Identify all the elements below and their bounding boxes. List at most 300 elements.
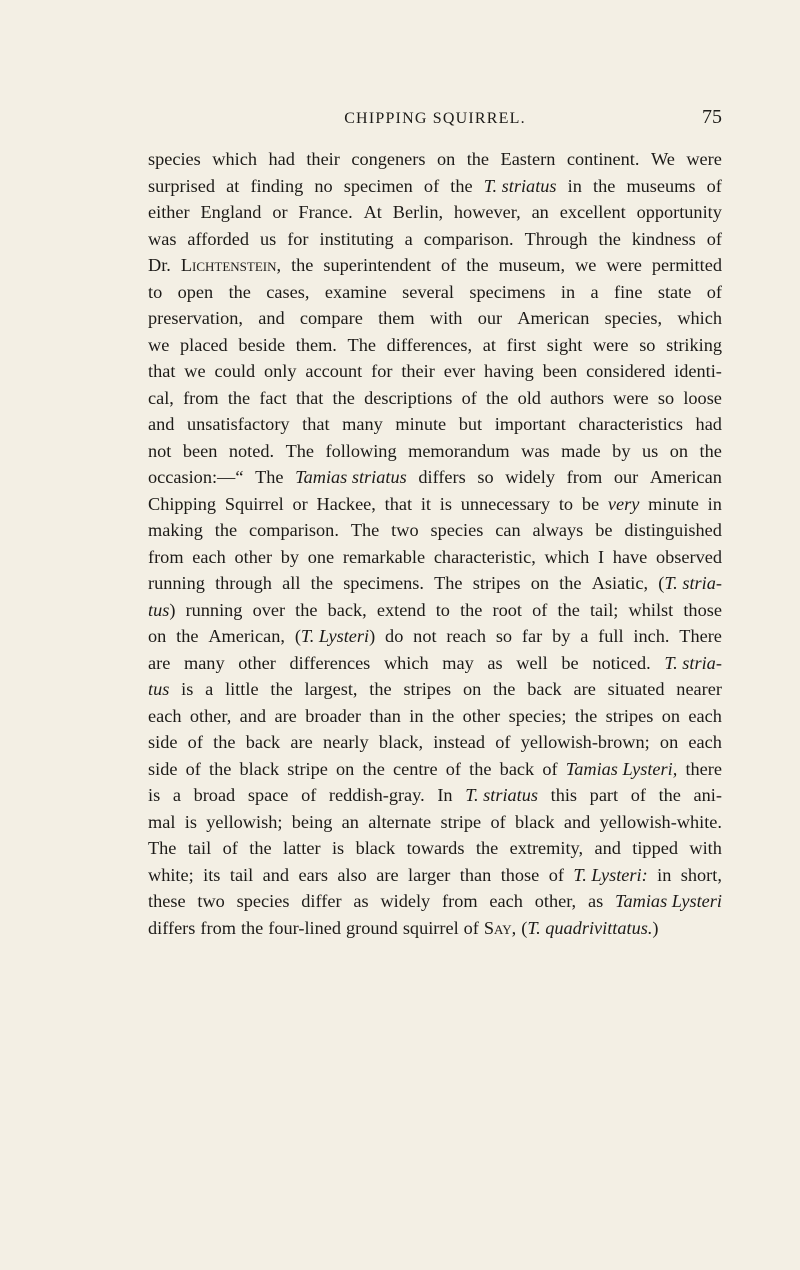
word-text: surprised <box>148 175 216 196</box>
word-text: reddish-gray. <box>328 785 425 805</box>
word <box>543 358 578 385</box>
word-text: of <box>630 785 646 805</box>
word <box>240 703 266 730</box>
word <box>521 729 650 756</box>
word <box>343 544 425 571</box>
word <box>393 756 438 783</box>
word <box>323 252 431 279</box>
word-text: each <box>688 732 722 752</box>
word-text: widely <box>380 891 431 911</box>
word-text: reach <box>446 626 486 646</box>
word <box>299 862 328 889</box>
word <box>586 358 665 385</box>
word-text: Berlin, <box>392 202 444 222</box>
word <box>590 782 618 809</box>
word-text: stripes <box>403 679 452 699</box>
word <box>465 782 538 809</box>
word <box>183 438 218 465</box>
word-text: is <box>148 785 161 805</box>
word <box>225 676 259 703</box>
word <box>351 517 379 544</box>
word <box>190 703 231 730</box>
word-text: either <box>148 202 190 222</box>
word-text: be <box>581 493 600 514</box>
word <box>575 252 596 279</box>
italic-word: T. striatus <box>465 785 538 805</box>
word <box>148 279 162 306</box>
word <box>575 703 597 730</box>
word-text: Through <box>524 228 588 249</box>
word <box>317 491 376 518</box>
word-text: well <box>516 652 548 673</box>
italic-word: T. Lysteri: <box>573 864 648 885</box>
italic-word: T. striatus <box>483 175 557 196</box>
word-text: and <box>239 705 267 726</box>
word <box>559 570 581 597</box>
word <box>658 570 722 597</box>
word <box>246 729 281 756</box>
word-text: ) <box>369 626 376 646</box>
word <box>594 835 620 862</box>
word <box>459 411 482 438</box>
word-text: only <box>264 361 297 381</box>
page-number: 75 <box>702 106 722 128</box>
word <box>148 199 190 226</box>
word-text: the <box>214 520 238 540</box>
word <box>343 570 424 597</box>
word <box>442 888 478 915</box>
word-text: following <box>325 440 397 461</box>
text-line <box>148 570 722 597</box>
text-line <box>148 173 722 200</box>
word-text: back <box>527 679 562 699</box>
word <box>484 173 557 200</box>
word <box>600 809 722 836</box>
word <box>184 650 225 677</box>
word-text: the <box>228 281 251 302</box>
word-text: so <box>657 387 675 408</box>
word-text: are <box>274 705 297 726</box>
word <box>291 252 313 279</box>
word <box>683 385 722 412</box>
word <box>632 226 696 253</box>
word <box>431 517 484 544</box>
word-text: were <box>606 255 642 275</box>
word <box>442 650 473 677</box>
word <box>403 915 459 942</box>
word-text: these <box>148 891 186 911</box>
word-text: with <box>689 838 722 858</box>
word-text: the <box>592 175 616 196</box>
word <box>281 544 299 571</box>
word-text: tail; <box>589 599 619 620</box>
word-text: the <box>466 255 489 275</box>
word <box>287 756 328 783</box>
word <box>532 597 547 624</box>
word <box>461 491 550 518</box>
word-text: our <box>477 308 503 328</box>
word <box>238 332 285 359</box>
word-text: account <box>305 361 363 381</box>
word-text: side <box>148 732 178 752</box>
word <box>545 544 590 571</box>
word <box>578 411 683 438</box>
word-text: placed <box>180 334 228 355</box>
word-text: The <box>148 838 177 858</box>
word <box>496 623 512 650</box>
word <box>460 862 491 889</box>
word <box>353 888 368 915</box>
word <box>260 226 276 253</box>
word <box>176 623 198 650</box>
word <box>225 491 284 518</box>
word <box>566 756 678 783</box>
word-text: of <box>706 228 722 249</box>
word-text: the <box>176 626 199 646</box>
italic-word: very <box>607 493 640 514</box>
word-text: in <box>560 281 576 302</box>
word <box>148 703 181 730</box>
word-text: extremity, <box>509 838 584 858</box>
word <box>421 491 431 518</box>
word <box>376 862 398 889</box>
word-text: of <box>445 758 462 779</box>
word <box>614 464 638 491</box>
word <box>391 517 418 544</box>
word-text: compare <box>299 308 363 328</box>
word-text: been <box>182 440 218 461</box>
word-text: than <box>369 705 401 726</box>
word <box>430 305 463 332</box>
word <box>405 226 413 253</box>
word <box>418 464 465 491</box>
word-text: for <box>287 228 309 249</box>
word-text: superintendent <box>323 255 432 275</box>
word <box>148 411 174 438</box>
word <box>237 888 290 915</box>
word <box>148 305 243 332</box>
word-text: all <box>282 573 301 593</box>
word <box>495 411 566 438</box>
word-text: I <box>597 546 605 567</box>
word <box>186 756 201 783</box>
word <box>686 146 722 173</box>
word-text: to <box>148 281 163 302</box>
word <box>226 173 239 200</box>
word-text: other, <box>189 705 232 726</box>
word <box>631 782 646 809</box>
word <box>148 173 215 200</box>
word-text: authors <box>550 387 604 408</box>
text-line <box>148 729 722 756</box>
text-line <box>148 199 722 226</box>
text-line <box>148 252 722 279</box>
word-text: sight <box>546 334 583 355</box>
word <box>608 491 639 518</box>
word-text: finding <box>250 175 304 196</box>
word <box>377 597 426 624</box>
word <box>574 676 596 703</box>
word-text: may <box>442 652 474 673</box>
word-text: had <box>695 414 722 434</box>
word <box>266 279 309 306</box>
word-text: running <box>148 573 205 593</box>
text-line <box>148 782 722 809</box>
word-text: At <box>363 202 382 222</box>
word-text: We <box>650 149 675 169</box>
italic-word: Tamias Lysteri, <box>565 758 678 779</box>
word-text: the <box>209 758 232 779</box>
word <box>598 544 604 571</box>
word-text: it <box>420 493 431 514</box>
word <box>148 862 194 889</box>
word <box>552 623 570 650</box>
word-text: on <box>669 440 688 461</box>
word <box>568 173 582 200</box>
word-text: as <box>353 891 369 911</box>
word <box>351 146 425 173</box>
word <box>337 862 366 889</box>
word-text: England <box>200 202 262 222</box>
word <box>323 729 369 756</box>
word <box>613 385 649 412</box>
word <box>148 544 184 571</box>
word <box>648 491 699 518</box>
word-text: unsatisfactory <box>187 414 290 434</box>
word-text: differs <box>418 467 466 487</box>
word <box>436 597 450 624</box>
word-text: the <box>332 387 355 408</box>
word-text: on <box>462 679 482 699</box>
word-text: those <box>500 864 540 885</box>
word-text: black <box>239 758 280 779</box>
word <box>409 703 423 730</box>
word-text: cal, <box>148 387 174 408</box>
word-text: been <box>542 361 578 381</box>
word <box>615 888 722 915</box>
word <box>332 835 344 862</box>
word-text: centre <box>392 758 438 779</box>
word <box>446 756 461 783</box>
word <box>148 385 174 412</box>
word-text: the <box>699 440 722 461</box>
word <box>509 703 567 730</box>
word <box>516 650 547 677</box>
word-text: the <box>557 599 580 620</box>
word <box>215 570 272 597</box>
word <box>342 809 359 836</box>
word <box>180 332 228 359</box>
word <box>263 862 289 889</box>
word-text: and <box>563 811 591 832</box>
text-line <box>148 411 722 438</box>
word-text: situated <box>607 679 665 699</box>
word <box>437 146 455 173</box>
word-text: the <box>431 705 455 726</box>
word <box>234 544 272 571</box>
word <box>588 888 603 915</box>
word-text: two <box>197 891 225 911</box>
word-text: other <box>234 546 273 567</box>
word-text: for <box>371 361 393 381</box>
word <box>629 597 674 624</box>
word <box>660 729 678 756</box>
word <box>500 756 535 783</box>
word <box>148 570 205 597</box>
text-line <box>148 676 722 703</box>
word-text: on <box>148 626 167 646</box>
word-text: Hackee, <box>316 493 376 514</box>
word <box>522 623 542 650</box>
word <box>295 623 375 650</box>
word-text: tail <box>229 864 254 885</box>
word <box>564 809 590 836</box>
word-text: short, <box>680 864 722 885</box>
word-text: noted. <box>228 440 275 461</box>
word-text: whilst <box>628 599 674 620</box>
word-text: of <box>222 838 238 858</box>
word-text: comparison. <box>249 520 339 540</box>
word-text: a <box>580 626 589 646</box>
word <box>542 756 557 783</box>
word <box>241 915 263 942</box>
word <box>441 809 482 836</box>
word <box>255 464 283 491</box>
word-text: species <box>430 520 484 540</box>
word-text: ears <box>298 864 328 885</box>
word-text: black <box>514 811 555 832</box>
word-text: a <box>172 785 181 805</box>
word <box>495 729 510 756</box>
word-text: American <box>649 467 722 487</box>
text-line <box>148 835 722 862</box>
word <box>466 252 488 279</box>
word <box>329 782 425 809</box>
word <box>213 729 235 756</box>
word-text: by <box>552 626 571 646</box>
word-text: of <box>185 758 201 779</box>
word <box>305 703 361 730</box>
word <box>238 650 276 677</box>
word-text: in <box>567 175 582 196</box>
word-text: we <box>148 334 170 355</box>
italic-word: T. stria- <box>664 652 722 673</box>
word <box>501 862 540 889</box>
word <box>268 915 341 942</box>
word <box>624 517 722 544</box>
word-text: black, <box>378 732 424 752</box>
word-text: made <box>561 440 601 461</box>
word <box>688 729 721 756</box>
word-text: ground <box>346 917 398 938</box>
word-text: on <box>661 705 680 726</box>
word-text: so <box>495 626 513 646</box>
text-line <box>148 544 722 571</box>
word-text: through <box>215 573 272 593</box>
word <box>249 517 339 544</box>
word <box>662 703 680 730</box>
word-text: not <box>413 626 437 646</box>
word-text: are <box>573 679 596 699</box>
word-text: the <box>574 705 598 726</box>
word <box>325 279 387 306</box>
word <box>694 782 722 809</box>
word-text: of <box>548 864 564 885</box>
word <box>495 517 520 544</box>
text-line <box>148 623 722 650</box>
word-text: species; <box>508 705 567 726</box>
text-line <box>148 650 722 677</box>
word-text: were <box>686 149 722 169</box>
word-text: however, <box>453 202 521 222</box>
word-text: part <box>589 785 619 805</box>
word-text: their <box>401 361 435 381</box>
word-text: continent. <box>566 149 640 169</box>
word <box>549 862 564 889</box>
word-text: identi- <box>674 361 722 381</box>
word <box>215 517 237 544</box>
word <box>298 199 352 226</box>
word <box>632 835 678 862</box>
word-text: root <box>492 599 522 620</box>
word <box>525 226 588 253</box>
word-text: which <box>383 652 429 673</box>
word <box>274 703 296 730</box>
word <box>679 623 722 650</box>
word-text: The <box>347 334 376 355</box>
word <box>300 305 363 332</box>
word <box>606 703 654 730</box>
word <box>371 358 392 385</box>
word-text: of <box>706 281 722 302</box>
text-line <box>148 438 722 465</box>
word-text: of <box>532 599 548 620</box>
word <box>658 385 674 412</box>
word-text: be <box>595 520 613 540</box>
word <box>592 650 650 677</box>
word-text: we <box>575 255 597 275</box>
word <box>148 146 201 173</box>
word <box>674 358 722 385</box>
word-text: The <box>285 440 314 461</box>
word-text: fine <box>614 281 643 302</box>
word-text: making <box>148 520 203 540</box>
word-text: each <box>148 705 182 726</box>
word-text: of <box>301 785 317 805</box>
word <box>272 199 287 226</box>
text-line <box>148 597 722 624</box>
word-text: mal <box>148 811 176 832</box>
word-text: specimens. <box>343 573 424 593</box>
word <box>229 438 274 465</box>
word <box>148 623 166 650</box>
word-text: remarkable <box>342 546 426 567</box>
word <box>148 888 186 915</box>
word <box>408 438 510 465</box>
word <box>590 597 618 624</box>
word <box>670 438 688 465</box>
word-text: four-lined <box>268 917 342 938</box>
word-text: there <box>685 758 722 779</box>
word <box>270 676 292 703</box>
text-line <box>148 888 722 915</box>
word <box>282 570 300 597</box>
word-text: the <box>460 599 483 620</box>
word-text: species <box>148 149 201 169</box>
word <box>626 173 695 200</box>
word-text: characteristics <box>578 414 683 434</box>
word-text: museums <box>626 175 696 196</box>
